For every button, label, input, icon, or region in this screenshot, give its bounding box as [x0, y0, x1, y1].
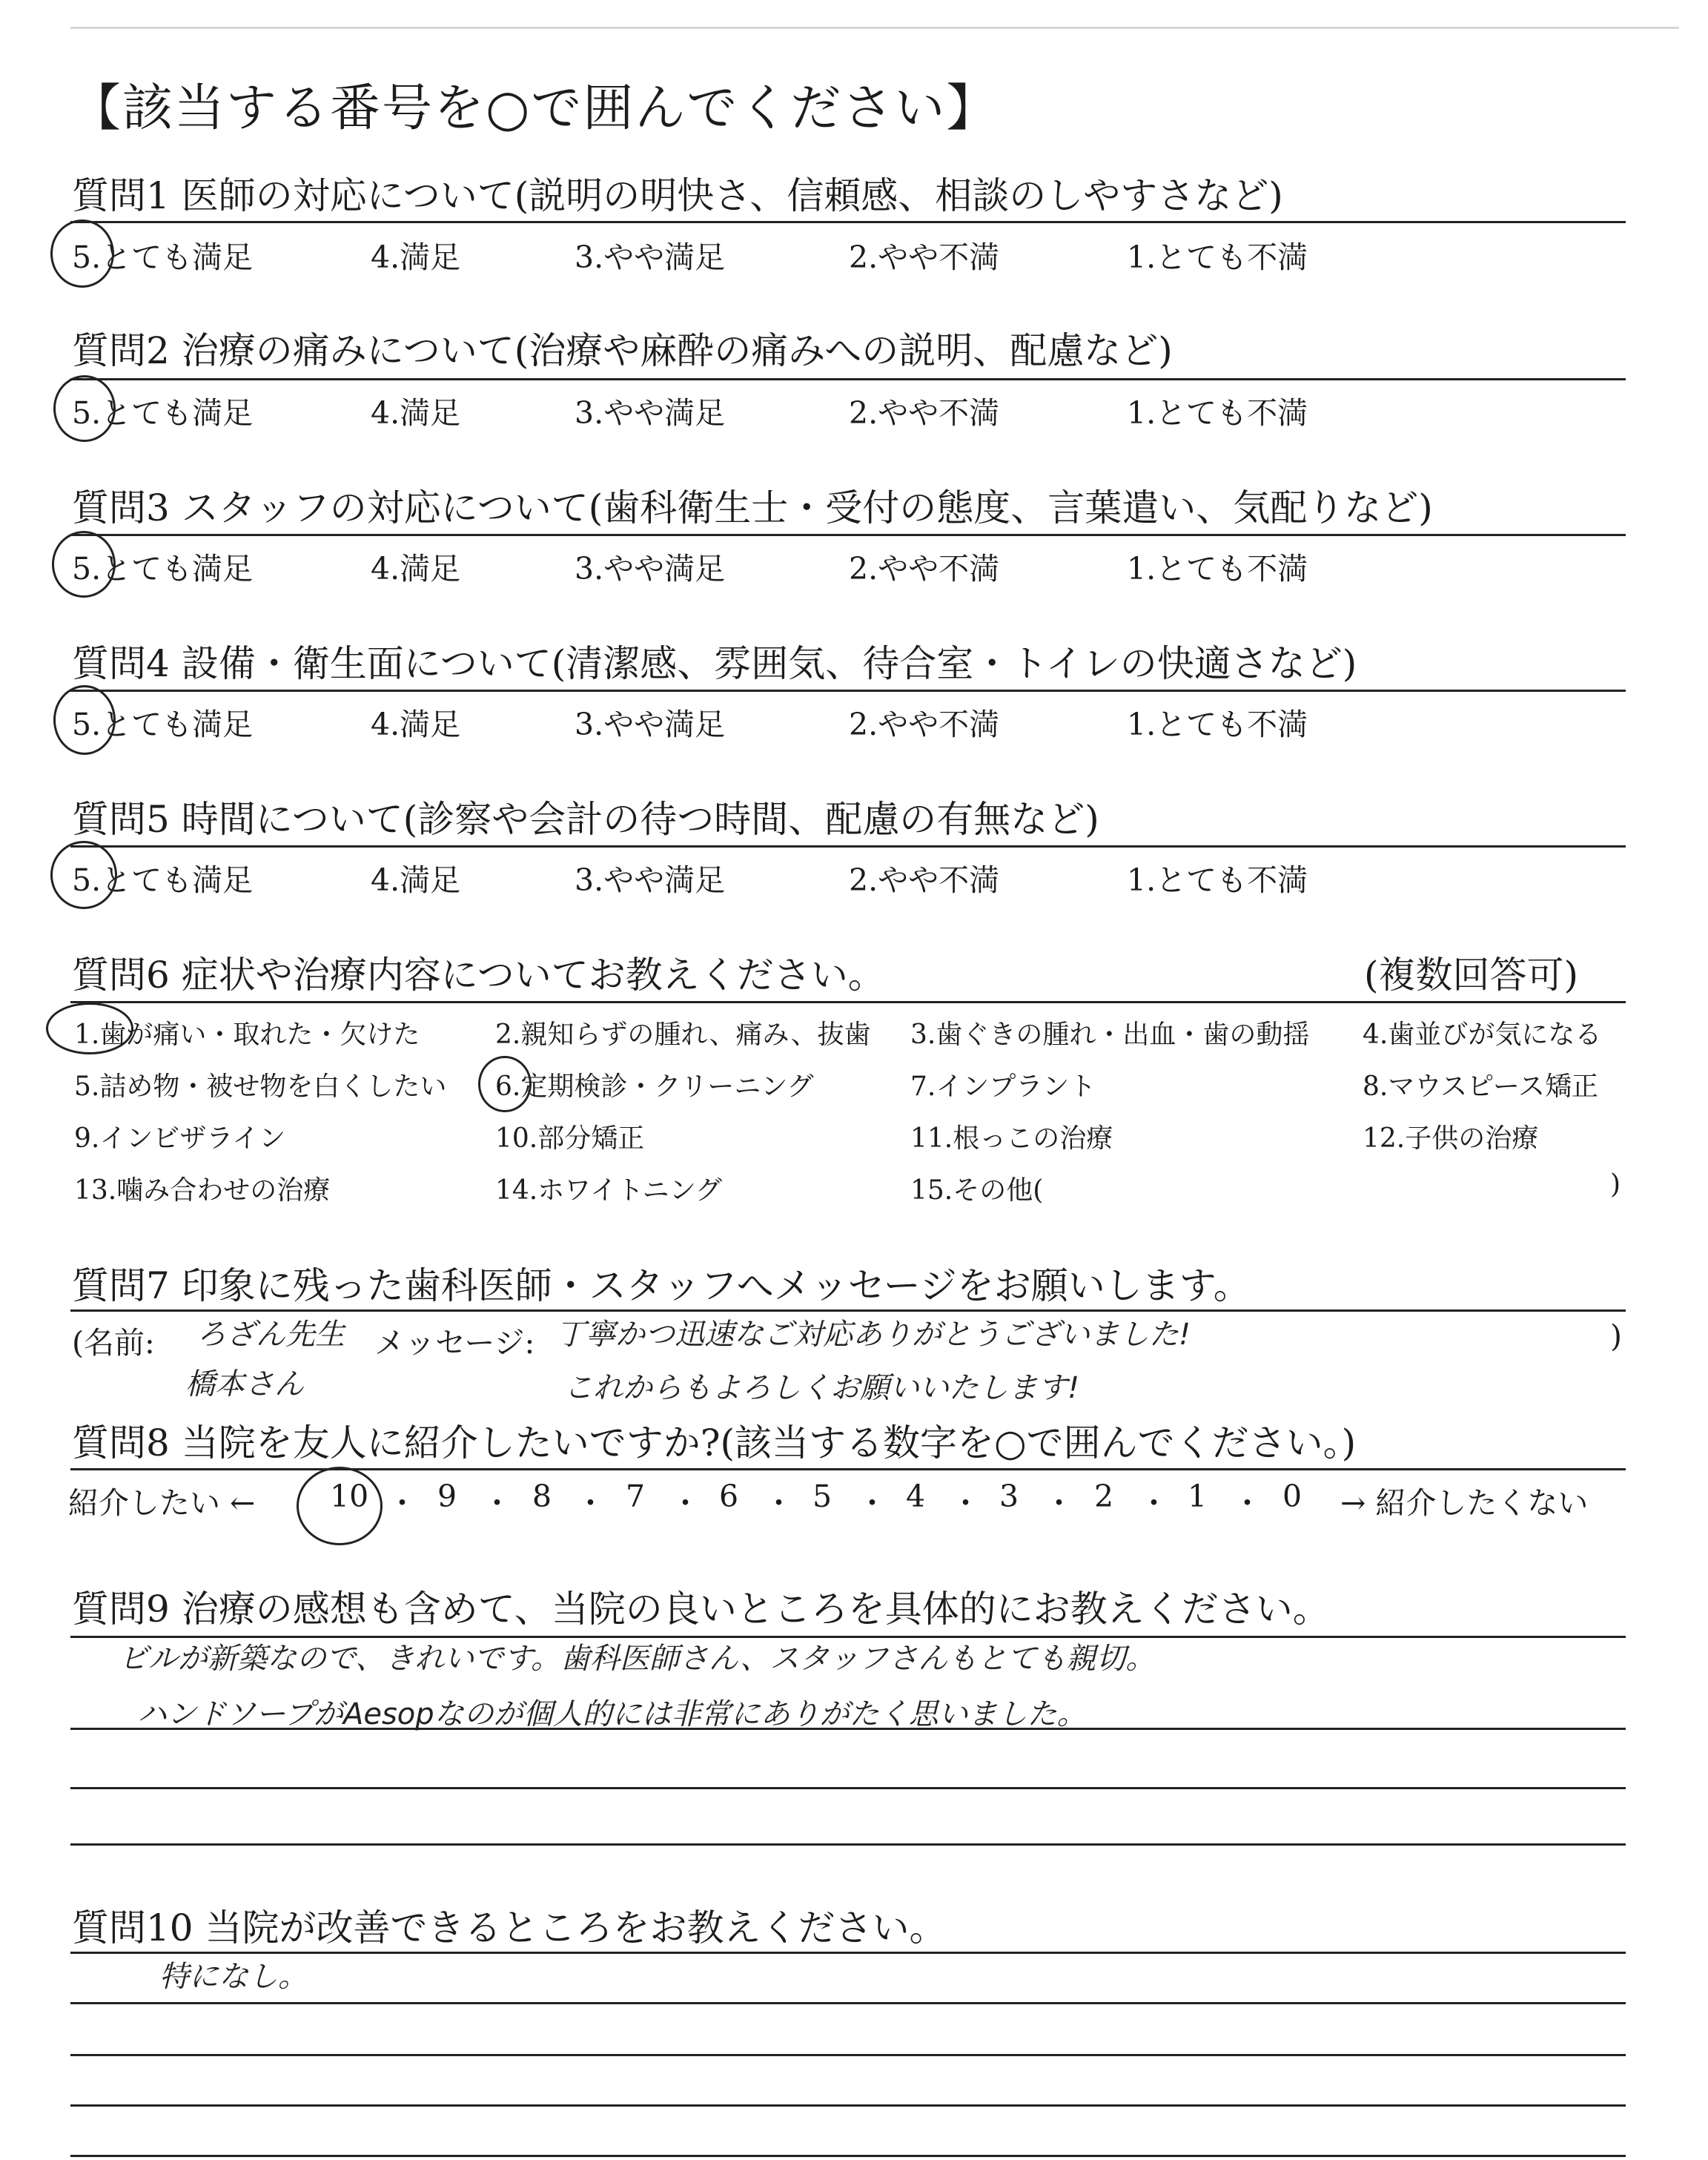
q7-message-label: メッセージ: — [374, 1325, 535, 1361]
question-3-rule — [70, 534, 1626, 536]
question-9-rule-4 — [70, 1843, 1626, 1846]
question-9-rule-3 — [70, 1787, 1626, 1789]
q3-option-1[interactable]: 1.とても不満 — [1127, 551, 1308, 587]
q8-scale-8[interactable]: 8 — [532, 1479, 552, 1514]
question-10-title: 質問10 当院が改善できるところをお教えください。 — [72, 1906, 947, 1949]
q8-scale-3[interactable]: 3 — [999, 1479, 1019, 1514]
q6-option-4[interactable]: 4.歯並びが気になる — [1363, 1020, 1602, 1050]
q9-answer-line-1: ビルが新築なので、きれいです。歯科医師さん、スタッフさんもとても親切。 — [119, 1642, 1156, 1676]
q5-option-1[interactable]: 1.とても不満 — [1127, 862, 1308, 898]
q4-option-2[interactable]: 2.やや不満 — [849, 707, 1000, 742]
q8-separator: ・ — [1232, 1485, 1262, 1521]
q2-option-4[interactable]: 4.満足 — [371, 395, 461, 431]
q4-selection-circle — [53, 685, 116, 755]
q6-option-9[interactable]: 9.インビザライン — [74, 1123, 286, 1154]
q6-option-15-close: ) — [1610, 1169, 1621, 1200]
q5-option-4[interactable]: 4.満足 — [371, 862, 461, 898]
q2-option-3[interactable]: 3.やや満足 — [575, 395, 726, 431]
q3-option-4[interactable]: 4.満足 — [371, 551, 461, 587]
q3-selection-circle — [52, 531, 116, 598]
q6-selection-circle-6 — [478, 1056, 532, 1112]
q5-option-5[interactable]: 5.とても満足 — [72, 862, 254, 898]
q2-option-2[interactable]: 2.やや不満 — [849, 395, 1000, 431]
question-4-title: 質問4 設備・衛生面について(清潔感、雰囲気、待合室・トイレの快適さなど) — [72, 642, 1357, 685]
q10-answer-line-1: 特になし。 — [159, 1960, 308, 1994]
q6-option-5[interactable]: 5.詰め物・被せ物を白くしたい — [74, 1071, 447, 1102]
q8-separator: ・ — [764, 1485, 794, 1521]
q8-scale-9[interactable]: 9 — [437, 1479, 457, 1514]
q1-option-3[interactable]: 3.やや満足 — [575, 240, 726, 275]
q8-scale-7[interactable]: 7 — [626, 1479, 646, 1514]
q8-scale-4[interactable]: 4 — [906, 1479, 926, 1514]
q8-selection-circle — [297, 1467, 383, 1545]
q1-option-2[interactable]: 2.やや不満 — [849, 240, 1000, 275]
q8-right-label: → 紹介したくない — [1340, 1485, 1589, 1521]
q6-option-3[interactable]: 3.歯ぐきの腫れ・出血・歯の動揺 — [910, 1020, 1310, 1050]
q4-option-3[interactable]: 3.やや満足 — [575, 707, 726, 742]
q6-option-15[interactable]: 15.その他( — [910, 1175, 1044, 1206]
q8-scale-10[interactable]: 10 — [330, 1479, 369, 1514]
q7-message-line-2: これからもよろしくお願いいたします! — [563, 1371, 1080, 1405]
question-8-title: 質問8 当院を友人に紹介したいですか?(該当する数字を○で囲んでください。) — [72, 1421, 1357, 1464]
question-3-title: 質問3 スタッフの対応について(歯科衛生士・受付の態度、言葉遣い、気配りなど) — [72, 486, 1433, 529]
q1-option-1[interactable]: 1.とても不満 — [1127, 240, 1308, 275]
scan-edge-line — [70, 27, 1679, 29]
q2-selection-circle — [53, 375, 116, 442]
q6-option-1[interactable]: 1.歯が痛い・取れた・欠けた — [74, 1020, 420, 1050]
q4-option-5[interactable]: 5.とても満足 — [72, 707, 254, 742]
q5-option-2[interactable]: 2.やや不満 — [849, 862, 1000, 898]
question-4-rule — [70, 690, 1626, 692]
q7-name-line-1: ろざん先生 — [196, 1318, 345, 1352]
question-2-title: 質問2 治療の痛みについて(治療や麻酔の痛みへの説明、配慮など) — [72, 329, 1173, 372]
question-10-rule-4 — [70, 2104, 1626, 2107]
question-6-note: (複数回答可) — [1364, 954, 1579, 997]
q6-selection-circle-1 — [46, 1003, 133, 1054]
q8-separator: ・ — [387, 1485, 417, 1521]
q8-separator: ・ — [1044, 1485, 1074, 1521]
question-6-rule — [70, 1001, 1626, 1003]
q7-close-paren: ) — [1610, 1318, 1622, 1354]
question-10-rule-3 — [70, 2054, 1626, 2056]
question-10-rule-5 — [70, 2155, 1626, 2157]
q8-separator: ・ — [670, 1485, 701, 1521]
question-5-rule — [70, 845, 1626, 848]
question-1-title: 質問1 医師の対応について(説明の明快さ、信頼感、相談のしやすさなど) — [72, 174, 1283, 217]
question-10-rule-2 — [70, 2002, 1626, 2004]
q8-separator: ・ — [575, 1485, 606, 1521]
question-9-title: 質問9 治療の感想も含めて、当院の良いところを具体的にお教えください。 — [72, 1588, 1330, 1631]
q1-option-5[interactable]: 5.とても満足 — [72, 240, 254, 275]
instruction-heading: 【該当する番号を○で囲んでください】 — [70, 79, 999, 138]
q2-option-5[interactable]: 5.とても満足 — [72, 395, 254, 431]
q3-option-2[interactable]: 2.やや不満 — [849, 551, 1000, 587]
q5-option-3[interactable]: 3.やや満足 — [575, 862, 726, 898]
q2-option-1[interactable]: 1.とても不満 — [1127, 395, 1308, 431]
q6-option-2[interactable]: 2.親知らずの腫れ、痛み、抜歯 — [495, 1020, 871, 1050]
q8-separator: ・ — [482, 1485, 512, 1521]
q7-name-label: (名前: — [72, 1325, 155, 1361]
q6-option-11[interactable]: 11.根っこの治療 — [910, 1123, 1113, 1154]
q4-option-1[interactable]: 1.とても不満 — [1127, 707, 1308, 742]
question-7-title: 質問7 印象に残った歯科医師・スタッフへメッセージをお願いします。 — [72, 1264, 1251, 1307]
q6-option-6[interactable]: 6.定期検診・クリーニング — [495, 1071, 814, 1102]
q1-selection-circle — [50, 219, 114, 288]
question-1-rule — [70, 221, 1626, 223]
q6-option-13[interactable]: 13.噛み合わせの治療 — [74, 1175, 331, 1206]
q8-scale-0[interactable]: 0 — [1282, 1479, 1302, 1514]
q6-option-7[interactable]: 7.インプラント — [910, 1071, 1096, 1102]
q8-separator: ・ — [950, 1485, 981, 1521]
q7-name-line-2: 橋本さん — [185, 1367, 304, 1401]
q8-scale-2[interactable]: 2 — [1094, 1479, 1114, 1514]
q8-scale-6[interactable]: 6 — [719, 1479, 739, 1514]
q6-option-8[interactable]: 8.マウスピース矯正 — [1363, 1071, 1599, 1102]
q1-option-4[interactable]: 4.満足 — [371, 240, 461, 275]
question-5-title: 質問5 時間について(診察や会計の待つ時間、配慮の有無など) — [72, 798, 1099, 841]
q3-option-5[interactable]: 5.とても満足 — [72, 551, 254, 587]
q4-option-4[interactable]: 4.満足 — [371, 707, 461, 742]
question-6-title: 質問6 症状や治療内容についてお教えください。 — [72, 954, 885, 997]
question-8-rule — [70, 1468, 1626, 1470]
q3-option-3[interactable]: 3.やや満足 — [575, 551, 726, 587]
q8-left-label: 紹介したい ← — [68, 1485, 256, 1521]
q6-option-10[interactable]: 10.部分矯正 — [495, 1123, 645, 1154]
q6-option-12[interactable]: 12.子供の治療 — [1363, 1123, 1539, 1154]
q5-selection-circle — [50, 841, 117, 909]
q8-separator: ・ — [857, 1485, 887, 1521]
q8-separator: ・ — [1139, 1485, 1169, 1521]
q8-scale-5[interactable]: 5 — [812, 1479, 833, 1514]
q6-option-14[interactable]: 14.ホワイトニング — [495, 1175, 723, 1206]
q7-message-line-1: 丁寧かつ迅速なご対応ありがとうございました! — [556, 1318, 1191, 1352]
q9-answer-line-2: ハンドソープがAesopなのが個人的には非常にありがたく思いました。 — [137, 1697, 1087, 1731]
q8-scale-1[interactable]: 1 — [1188, 1479, 1208, 1514]
question-2-rule — [70, 378, 1626, 380]
